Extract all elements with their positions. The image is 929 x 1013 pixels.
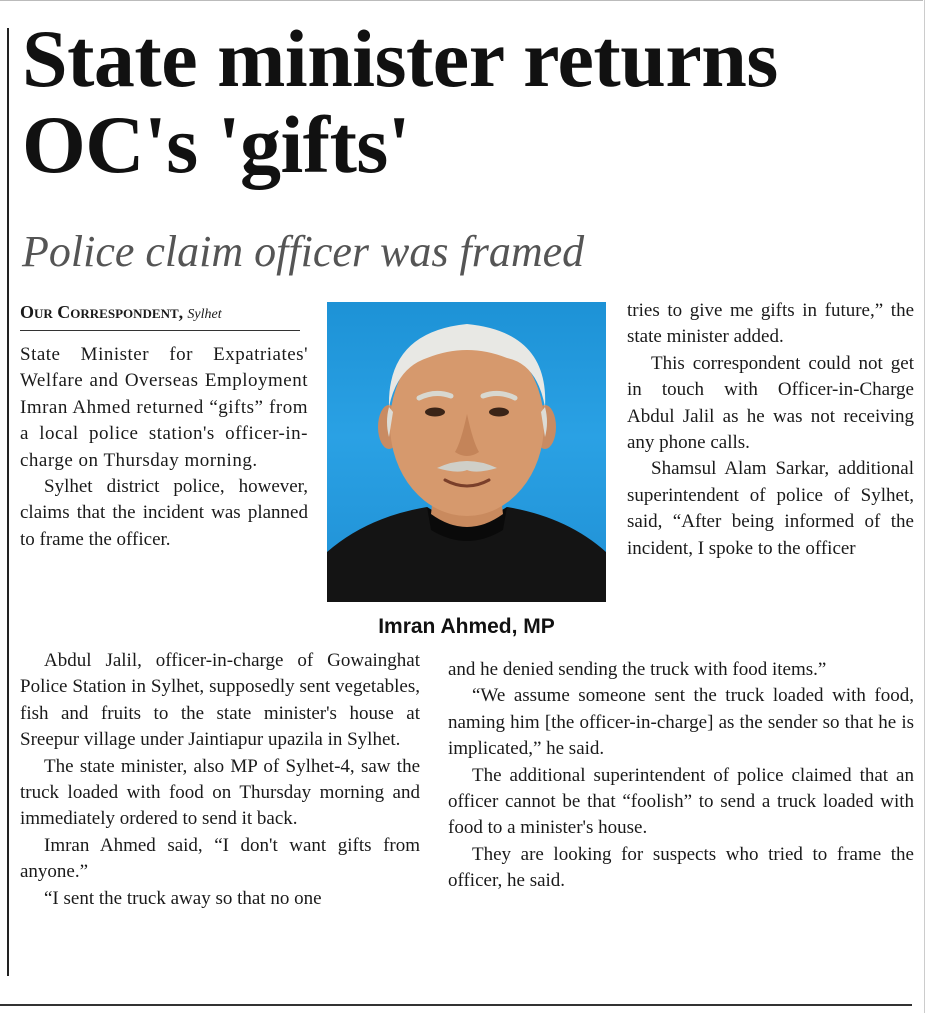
article-headline: State minister returns OC's 'gifts': [22, 13, 778, 190]
portrait-photo: [327, 302, 606, 602]
column-right-wide: [448, 657, 914, 895]
byline-name: Our Correspondent,: [20, 302, 184, 322]
byline: [20, 302, 300, 331]
paragraph: and he denied sending the truck with food items.”: [448, 659, 827, 680]
paragraph: The state minister, also MP of Sylhet-4, saw the truck loaded with food on Thursday morning and immediately ordered to send it back.: [20, 755, 420, 830]
column-left-wide: [20, 648, 420, 912]
page-top-rule: [0, 0, 923, 1]
paragraph: This correspondent could not get in touch with Officer-in-Charge Abdul Jalil as he was not receiving any phone calls.: [627, 352, 914, 454]
paragraph: Shamsul Alam Sarkar, additional superintendent of police of Sylhet, said, “After being informed of the incident, I spoke to the officer: [627, 458, 914, 559]
paragraph: “I sent the truck away so that no one: [44, 887, 322, 909]
page-right-edge: [924, 0, 925, 1013]
byline-place: Sylhet: [187, 307, 222, 322]
column-left-narrow: [20, 342, 308, 553]
portrait-illustration: [327, 302, 606, 602]
article-subheadline: Police claim officer was framed: [22, 227, 585, 276]
paragraph: Sylhet district police, however, claims that the incident was planned to frame the officer.: [20, 476, 308, 550]
article-bottom-rule: [0, 1004, 912, 1006]
paragraph: The additional superintendent of police claimed that an officer cannot be that “foolish” to send a truck loaded with food to a minister's house.: [448, 764, 914, 839]
paragraph: Abdul Jalil, officer-in-charge of Gowainghat Police Station in Sylhet, supposedly sent vegetables, fish and fruits to the state minister's house at Sreepur village under Jaintiapur upazila in Sylhet.: [20, 650, 420, 751]
paragraph: They are looking for suspects who tried to frame the officer, he said.: [448, 843, 914, 892]
photo-caption: Imran Ahmed, MP: [378, 615, 555, 638]
paragraph: “We assume someone sent the truck loaded with food, naming him [the officer-in-charge] as the sender so that he is implicated,” he said.: [448, 685, 914, 760]
column-right-narrow: [627, 298, 914, 562]
paragraph: Imran Ahmed said, “I don't want gifts from anyone.”: [20, 834, 420, 883]
paragraph: State Minister for Expatriates' Welfare and Overseas Employment Imran Ahmed returned “gifts” from a local police station's officer-in-charge on Thursday morning.: [20, 344, 308, 471]
paragraph: tries to give me gifts in future,” the state minister added.: [627, 300, 914, 348]
column-rule-left: [7, 28, 9, 976]
